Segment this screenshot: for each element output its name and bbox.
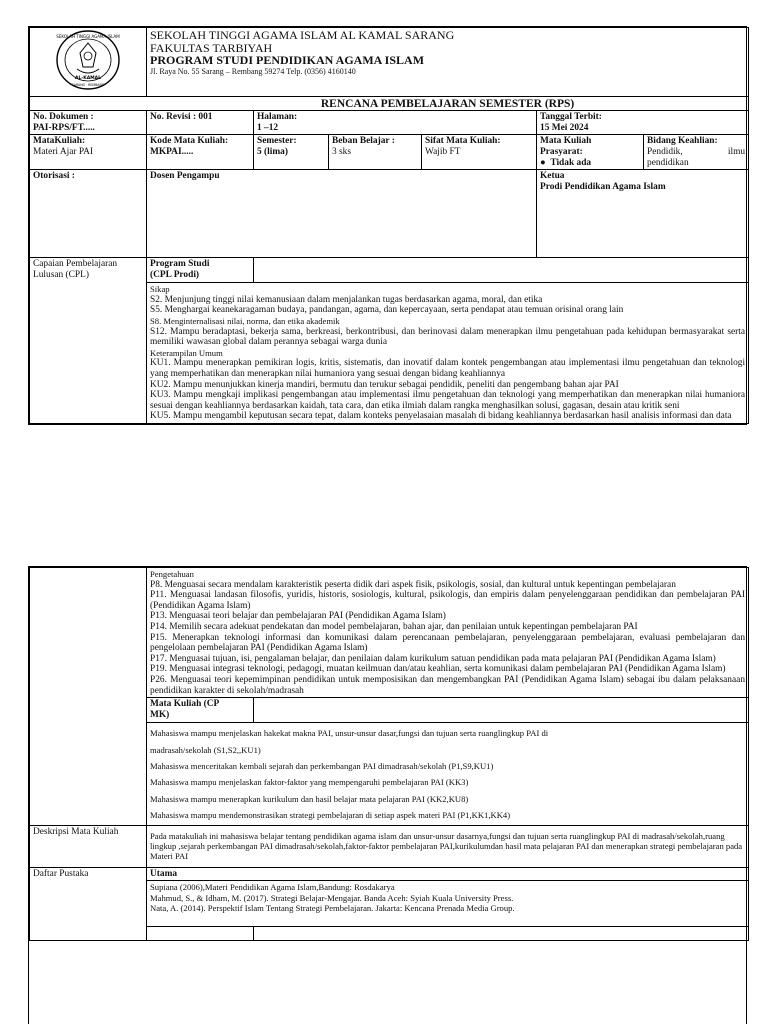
cpl-label: Capaian Pembelajaran Lulusan (CPL) [30,258,147,424]
no-revisi: No. Revisi : 001 [147,111,254,135]
p14: P14. Memilih secara adekuat pendekatan dan model pembelajaran, bahan ajar, dan penilaian untuk kepentingan pembelajaran PAI [150,621,638,632]
pustaka-ref-2: Mahmud, S., & Idham, M. (2017). Strategi Belajar-Mengajar. Banda Aceh: Syiah Kuala University Press. [150,892,514,903]
pustaka-pendukung-heading [147,927,254,941]
logo-mid-text: AL-KAMAL [74,76,102,81]
pustaka-ref-1: Supiana (2006),Materi Pendidikan Agama Islam,Bandung: Rosdakarya [150,882,395,893]
bidang-value: Pendidik, ilmu pendidikan [647,146,746,168]
p15: P15. Menerapkan teknologi informasi dan komunikasi dalam perencanaan pembelajaran, penyelenggaraan pembelajaran, evaluasi pembelajaran dan pengelolaan pembelajaran PAI (Pendidikan Agama Islam) [150,632,746,654]
prasyarat-label-row [540,136,640,147]
deskripsi-label: Deskripsi Mata Kuliah [30,825,147,867]
program-studi-label: Program Studi [150,259,210,270]
pustaka-pendukung-blank [254,927,749,941]
cpmk-item-2: Mahasiswa menceritakan kembali sejarah dan perkembangan PAI dimadrasah/sekolah (P1,S9,KU1) [150,760,494,771]
sikap-s5: S5. Menghargai keanekaragaman budaya, pandangan, agama, dan kepercayaan, serta pendapat atau temuan orisinal orang lain [150,305,624,316]
prasyarat-item [540,158,640,169]
prasyarat-label-2: Prasyarat: [540,146,583,157]
beban-value: 3 sks [332,146,352,157]
cpl-prodi-label: (CPL Prodi) [150,269,200,280]
halaman-label: Halaman: [257,112,298,123]
ku1: KU1. Mampu menerapkan pemikiran logis, kritis, sistematis, dan inovatif dalam kontek pengembangan atau implementasi ilmu pengetahuan dan teknologi yang memperhatikan dan menerapkan nilai humaniora yang sesuai dengan bidang keahliannya [150,358,746,379]
prodi-label: Prodi Pendidikan Agama Islam [540,181,666,192]
bullet-icon: ● [540,157,551,168]
kode-mk-cell [147,135,254,170]
tanggal-value: 15 Mei 2024 [540,122,589,133]
program-name: PROGRAM STUDI PENDIDIKAN AGAMA ISLAM [150,53,425,67]
no-dokumen-label: No. Dokumen : [33,112,94,123]
rps-continuation-table [29,567,749,941]
faculty-name: FAKULTAS TARBIYAH [150,40,273,55]
sikap-heading: Sikap [150,284,170,295]
p19: P19. Menguasai integrasi teknologi, pedagogi, muatan keilmuan dan/atau keahlian, serta komunikasi dalam pembelajaran PAI (Pendidikan Agama Islam) [150,664,726,675]
pustaka-utama-heading: Utama [147,867,749,881]
deskripsi-text: Pada matakuliah ini mahasiswa belajar tentang pendidikan agama islam dan unsur-unsur dasarnya,fungsi dan tujuan serta ruanglingkup PAI di madrasah/sekolah,ruang lingkup ,sejarah perkembangan PAI dimadrasah/sekolah,faktor-faktor pembelajaran PAI,kurikulumdan hasil mata pelajaran PAI dan menerapkan strategi pembelajaran pada Materi PAI [147,825,749,867]
cpmk-heading-2: MK) [150,709,170,720]
p26: P26. Menguasai teori kepemimpinan pendidikan untuk memposisikan dan mengembangkan PAI (Pendidikan Agama Islam) sebagai ibu dalam pelaksanaan pendidikan karakter di sekolah/madrasah [150,674,746,696]
prasyarat-value: Tidak ada [550,157,592,168]
ku5: KU5. Mampu mengambil keputusan secara tepat, dalam konteks penyelasaian masalah di bidang keahliannya berdasarkan hasil analisis informasi dan data [150,411,732,422]
rps-header-table [29,27,749,424]
institution-logo [55,29,121,91]
document-title: RENCANA PEMBELAJARAN SEMESTER (RPS) [30,96,749,111]
halaman-value: 1 –12 [257,122,279,133]
bidang-label: Bidang Keahlian: [647,136,718,147]
cpmk-heading-1: Mata Kuliah (CP [150,699,220,710]
cpmk-item-4: Mahasiswa mampu menerapkan kurikulum dan hasil belajar mata pelajaran PAI (KK2,KU8) [150,793,469,804]
cpmk-item-5: Mahasiswa mampu mendemonstrasikan strategi pembelajaran di setiap aspek materi PAI (P1,KK1,KK4) [150,810,511,821]
p11: P11. Menguasai landasan filosofis, yuridis, historis, sosiologis, kultural, psikologis, dan empiris dalam penyelenggaraan pendidikan dan pembelajaran PAI (Pendidikan Agama Islam) [150,590,746,611]
ku2: KU2. Mampu menunjukkan kinerja mandiri, bermutu dan terukur sebagai pendidik, peneliti dan pengembang bahan ajar PAI [150,379,619,390]
no-dokumen-cell [30,111,147,135]
no-dokumen-value: PAI-RPS/FT..... [33,122,95,133]
semester-value: 5 (lima) [257,146,288,157]
rps-page-2 [28,566,747,1024]
pengetahuan-content [147,568,749,698]
cpmk-heading [147,698,254,723]
cpl-content [147,283,749,424]
kode-mk-value: MKPAI..... [150,146,194,157]
kode-mk-label: Kode Mata Kuliah: [150,136,229,147]
logo-bottom-text: SARANG · REMBANG [71,83,105,87]
p17: P17. Menguasai tujuan, isi, pengalaman belajar, dan penilaian dalam kurikulum satuan pendidikan pada mata pelajaran PAI (Pendidikan Agama Islam) [150,653,716,664]
logo-top-text: SEKOLAH TINGGI AGAMA ISLAM [56,34,120,39]
ku3: KU3. Mampu mengkaji implikasi pengembangan atau implementasi ilmu pengetahuan dan teknologi yang memperhatikan dan menerapkan nilai humaniora sesuai dengan keahliannya berdasarkan kaidah, tata cara, dan etika ilmiah dalam rangka menghasilkan solusi, gagasan, desain atau kritik seni [150,390,746,411]
cpmk-item-1b: madrasah/sekolah (S1,S2,,KU1) [150,744,261,755]
cpmk-item-3: Mahasiswa mampu menjelaskan faktor-faktor yang mempengaruhi pembelajaran PAI (KK3) [150,777,469,788]
cpmk-heading-blank [254,698,749,723]
p13: P13. Menguasai teori belajar dan pembelajaran PAI (Pendidikan Agama Islam) [150,611,446,622]
sikap-s2: S2. Menjunjung tinggi nilai kemanusiaan dalam menjalankan tugas berdasarkan agama, moral, dan etika [150,294,543,305]
logo-cell [30,28,147,97]
pustaka-label: Daftar Pustaka [30,867,147,940]
sikap-s12: S12. Mampu beradaptasi, bekerja sama, berkreasi, berkontribusi, dan berinovasi dalam menerapkan ilmu pengetahuan pada kehidupan bermasyarakat serta memiliki wawasan global dalam perannya sebagai warga dunia [150,326,746,348]
halaman-cell [254,111,537,135]
ketua-prodi-cell [537,170,749,258]
semester-cell [254,135,329,170]
institution-name: SEKOLAH TINGGI AGAMA ISLAM AL KAMAL SARANG [150,28,455,42]
pustaka-utama-list [147,881,749,927]
cpl-label-continued [30,568,147,826]
mata-kuliah-label: MataKuliah: [33,136,86,147]
sifat-value: Wajib FT [425,146,461,157]
cpl-prodi-heading [147,258,254,283]
mata-kuliah-cell [30,135,147,170]
pustaka-ref-3: Nata, A. (2014). Perspektif Islam Tentang Strategi Pembelajaran. Jakarta: Kencana Prenada Media Group. [150,903,515,914]
sifat-label: Sifat Mata Kuliah: [425,136,501,147]
p8: P8. Menguasai secara mendalam karakteristik peserta didik dari aspek fisik, psikologis, sosial, dan kultural untuk kepentingan pembelajaran [150,579,676,590]
keterampilan-heading: Keterampilan Umum [150,347,223,358]
bidang-cell [644,135,749,170]
otorisasi-label: Otorisasi : [30,170,147,258]
pengetahuan-heading: Pengetahuan [150,569,194,579]
tanggal-terbit-cell [537,111,749,135]
semester-label: Semester: [257,136,297,147]
cpmk-list [147,723,749,825]
cpl-prodi-blank [254,258,749,283]
dosen-pengampu: Dosen Pengampu [147,170,537,258]
prasyarat-label-1: Mata Kuliah [540,136,592,147]
sikap-s8: S8. Menginternalisasi nilai, norma, dan etika akademik [150,315,340,326]
sifat-cell [422,135,537,170]
institution-header [147,28,749,97]
institution-address: Jl. Raya No. 55 Sarang – Rembang 59274 Telp. (0356) 4160140 [150,66,356,76]
tanggal-label: Tanggal Terbit: [540,112,602,123]
beban-cell [329,135,422,170]
cpmk-item-1a: Mahasiswa mampu menjelaskan hakekat makna PAI, unsur-unsur dasar,fungsi dan tujuan serta ruanglingkup PAI di [150,728,549,739]
rps-page-1 [28,26,747,425]
mata-kuliah-value: Materi Ajar PAI [33,146,94,157]
prasyarat-cell [537,135,644,170]
beban-label: Beban Belajar : [332,136,395,147]
ketua-label: Ketua [540,171,565,182]
